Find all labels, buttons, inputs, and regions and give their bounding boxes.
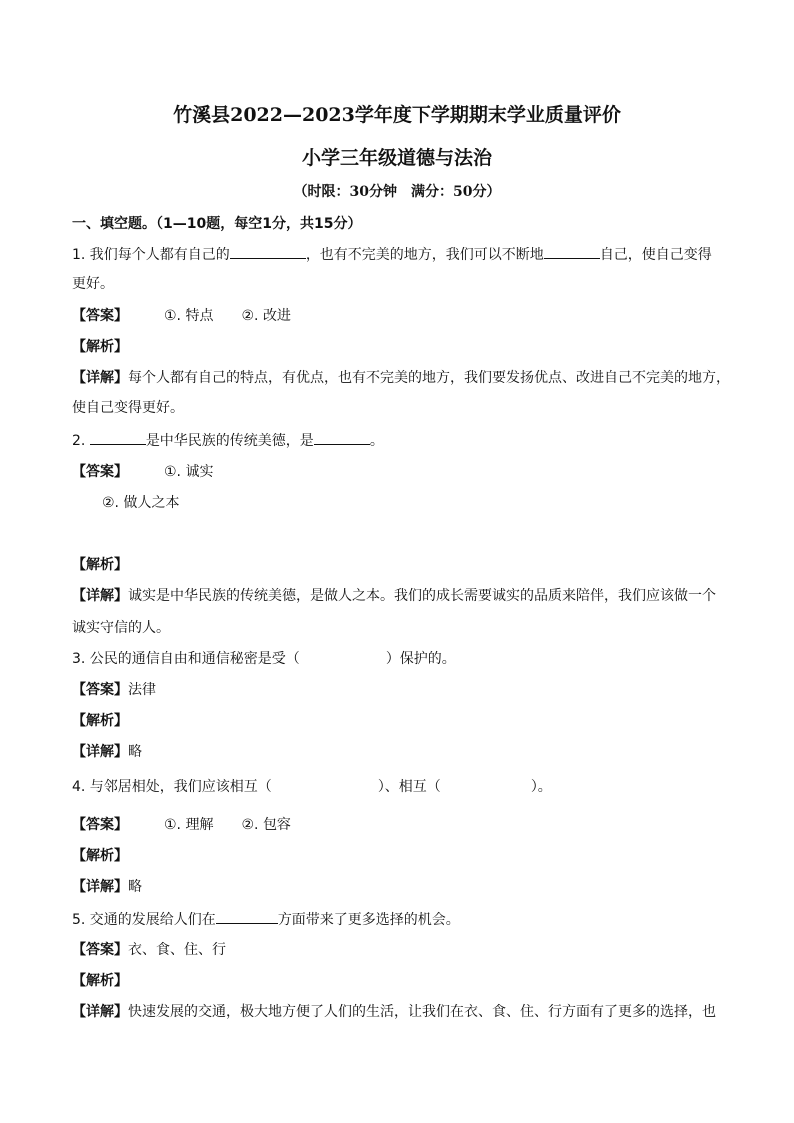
detail-label: 【详解】: [72, 588, 128, 604]
answer-row-4: [72, 815, 291, 835]
question-text: ）。: [530, 779, 552, 795]
answer-value: 法律: [128, 682, 156, 698]
answer-value: 诚实: [185, 464, 214, 480]
detail-text: 快速发展的交通，极大地方便了人们的生活，让我们在衣、食、住、行方面有了更多的选择，也: [128, 1004, 716, 1020]
answer-blank: [216, 909, 278, 924]
detail-label: 【详解】: [72, 370, 128, 386]
detail-text-cont: 使自己变得更好。: [72, 400, 184, 416]
answer-label: 【答案】: [72, 308, 128, 324]
question-text: ）、相互（: [377, 779, 441, 795]
answer-mark: ②.: [241, 817, 259, 833]
analysis-label: 【解析】: [72, 848, 128, 864]
answer-value: 包容: [262, 817, 291, 833]
answer-value: 衣、食、住、行: [128, 942, 226, 958]
answer-blank: [230, 244, 306, 259]
answer-mark: ②.: [241, 308, 259, 324]
question-text: 3. 公民的通信自由和通信秘密是受（: [72, 651, 300, 667]
document-subtitle: 小学三年级道德与法治: [301, 147, 492, 169]
answer-label: 【答案】: [72, 464, 128, 480]
detail-row-1: [72, 368, 730, 388]
question-text: 是中华民族的传统美德，是: [145, 433, 314, 449]
answer-mark: ②.: [102, 495, 120, 511]
answer-row-2b: [102, 493, 179, 513]
document-title: 竹溪县2022—2023学年度下学期期末学业质量评价: [173, 104, 621, 126]
analysis-label: 【解析】: [72, 713, 128, 729]
question-text: ）保护的。: [385, 651, 456, 667]
analysis-label: 【解析】: [72, 557, 128, 573]
question-3: [72, 649, 456, 669]
question-1-cont: 更好。: [72, 276, 114, 292]
detail-label: 【详解】: [72, 879, 128, 895]
question-text: 5. 交通的发展给人们在: [72, 912, 216, 928]
answer-row-1: [72, 306, 291, 326]
answer-value: 改进: [262, 308, 291, 324]
answer-mark: ①.: [164, 308, 182, 324]
question-text: 1. 我们每个人都有自己的: [72, 247, 230, 263]
analysis-label: 【解析】: [72, 973, 128, 989]
question-text: 方面带来了更多选择的机会。: [277, 912, 460, 928]
answer-label: 【答案】: [72, 682, 128, 698]
detail-row-5: [72, 1002, 716, 1022]
detail-text-cont: 诚实守信的人。: [72, 620, 170, 636]
detail-row-2: [72, 586, 716, 606]
answer-blank: [90, 430, 146, 445]
question-4: [72, 777, 552, 797]
detail-row-3: [72, 742, 142, 762]
question-1: [72, 244, 712, 265]
detail-text: 诚实是中华民族的传统美德，是做人之本。我们的成长需要诚实的品质来陪伴，我们应该做一个: [128, 588, 716, 604]
answer-label: 【答案】: [72, 817, 128, 833]
answer-mark: ①.: [164, 817, 182, 833]
question-text: 。: [369, 433, 384, 449]
answer-value: 特点: [185, 308, 214, 324]
question-text: 4. 与邻居相处，我们应该相互（: [72, 779, 272, 795]
detail-row-4: [72, 877, 142, 897]
answer-mark: ①.: [164, 464, 182, 480]
detail-text: 略: [128, 744, 142, 760]
answer-label: 【答案】: [72, 942, 128, 958]
section-heading: 一、填空题。（1—10题，每空1分，共15分）: [72, 216, 362, 232]
detail-text: 每个人都有自己的特点，有优点，也有不完美的地方，我们要发扬优点、改进自己不完美的地方，: [128, 370, 730, 386]
answer-blank: [314, 430, 370, 445]
question-text: 自己，使自己变得: [599, 247, 712, 263]
answer-row-3: [72, 680, 156, 700]
analysis-label: 【解析】: [72, 339, 128, 355]
question-text: 2.: [72, 433, 90, 449]
question-5: [72, 909, 460, 930]
question-text: ，也有不完美的地方，我们可以不断地: [305, 247, 544, 263]
answer-value: 理解: [185, 817, 214, 833]
question-2: [72, 430, 384, 451]
detail-text: 略: [128, 879, 142, 895]
answer-blank: [544, 244, 600, 259]
answer-row-2: [72, 462, 213, 482]
detail-label: 【详解】: [72, 1004, 128, 1020]
exam-meta: （时限：30分钟 满分：50分）: [293, 184, 501, 200]
detail-label: 【详解】: [72, 744, 128, 760]
answer-value: 做人之本: [123, 495, 180, 511]
answer-row-5: [72, 940, 226, 960]
